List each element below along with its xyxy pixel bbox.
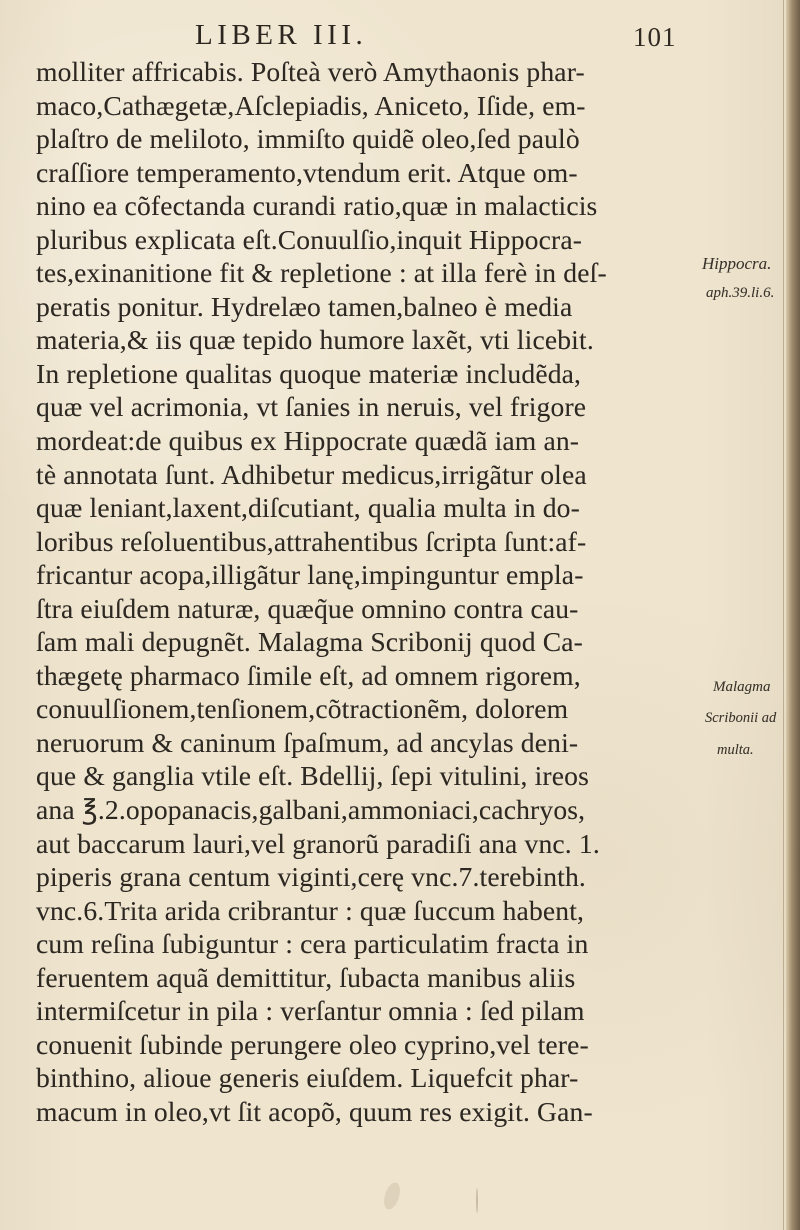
text-line: vnc.6.Trita arida cribrantur : quæ ſuccum habent, <box>36 894 585 926</box>
text-line: quæ leniant,laxent,diſcutiant, qualia multa in do- <box>36 492 580 524</box>
text-line: peratis ponitur. Hydrelæo tamen,balneo è media <box>36 290 573 322</box>
margin-note-aph-reference: aph.39.li.6. <box>706 285 775 301</box>
text-line: nino ea cõfectanda curandi ratio,quæ in malacticis <box>36 190 598 222</box>
text-line: conuenit ſubinde perungere oleo cyprino,vel tere- <box>36 1028 589 1060</box>
text-line: mordeat:de quibus ex Hippocrate quædã iam an- <box>36 425 580 457</box>
text-line: ſtra eiuſdem naturæ, quæq̃ue omnino contra cau- <box>36 592 579 624</box>
text-line: craſſiore temperamento,vtendum erit. Atque om- <box>36 156 578 188</box>
text-line: ſam mali depugnẽt. Malagma Scribonij quod Ca- <box>36 626 584 658</box>
text-line: que & ganglia vtile eſt. Bdellij, ſepi vitulini, ireos <box>36 760 589 792</box>
text-line: tè annotata ſunt. Adhibetur medicus,irrigãtur olea <box>36 458 587 490</box>
text-line: intermiſcetur in pila : verſantur omnia : ſed pilam <box>36 995 585 1027</box>
page-number: 101 <box>633 22 677 52</box>
right-page-edge <box>786 0 800 1230</box>
text-line: thægetę pharmaco ſimile eſt, ad omnem rigorem, <box>36 659 581 691</box>
text-line: cum reſina ſubiguntur : cera particulatim fracta in <box>36 928 589 960</box>
text-line: tes,exinanitione fit & repletione : at illa ferè in deſ- <box>36 257 607 289</box>
book-title: LIBER III. <box>195 19 368 51</box>
margin-note-hippocra: Hippocra. <box>702 254 772 273</box>
text-line: maco,Cathægetæ,Aſclepiadis, Aniceto, Iſide, em- <box>36 89 586 121</box>
text-line: ana ℥.2.opopanacis,galbani,ammoniaci,cachryos, <box>36 794 586 826</box>
text-line: pluribus explicata eſt.Conuulſio,inquit Hippocra- <box>36 223 583 255</box>
text-line: piperis grana centum viginti,cerę vnc.7.terebinth. <box>36 861 586 893</box>
margin-note-multa: multa. <box>717 742 754 758</box>
text-line: molliter affricabis. Poſteà verò Amythaonis phar- <box>36 56 585 87</box>
page-edge-line <box>783 0 784 1230</box>
paper-stain <box>381 1181 403 1212</box>
text-line: conuulſionem,tenſionem,cõtractionẽm, dolorem <box>36 693 569 725</box>
text-line: quæ vel acrimonia, vt ſanies in neruis, vel frigore <box>36 391 587 423</box>
margin-note-scribonii: Scribonii ad <box>705 710 777 726</box>
margin-note-malagma: Malagma <box>713 679 771 695</box>
text-line: loribus reſoluentibus,attrahentibus ſcripta ſunt:af- <box>36 525 587 557</box>
text-line: aut baccarum lauri,vel granorũ paradiſi ana vnc. 1. <box>36 827 600 859</box>
text-line: neruorum & caninum ſpaſmum, ad ancylas deni- <box>36 726 579 758</box>
text-line: In repletione qualitas quoque materiæ includẽda, <box>36 357 582 389</box>
paper-mark <box>476 1188 478 1213</box>
text-line: fricantur acopa,illigãtur lanę,impinguntur empla- <box>36 559 584 591</box>
text-line: binthino, alioue generis eiuſdem. Liquefcit phar- <box>36 1062 579 1094</box>
main-text-block <box>36 55 686 1129</box>
text-line: macum in oleo,vt ſit acopõ, quum res exigit. Gan- <box>36 1095 593 1127</box>
text-line: materia,& iis quæ tepido humore laxẽt, vti licebit. <box>36 324 594 356</box>
text-line: feruentem aquã demittitur, ſubacta manibus aliis <box>36 961 576 993</box>
text-line: plaſtro de meliloto, immiſto quidẽ oleo,ſed paulò <box>36 123 580 155</box>
